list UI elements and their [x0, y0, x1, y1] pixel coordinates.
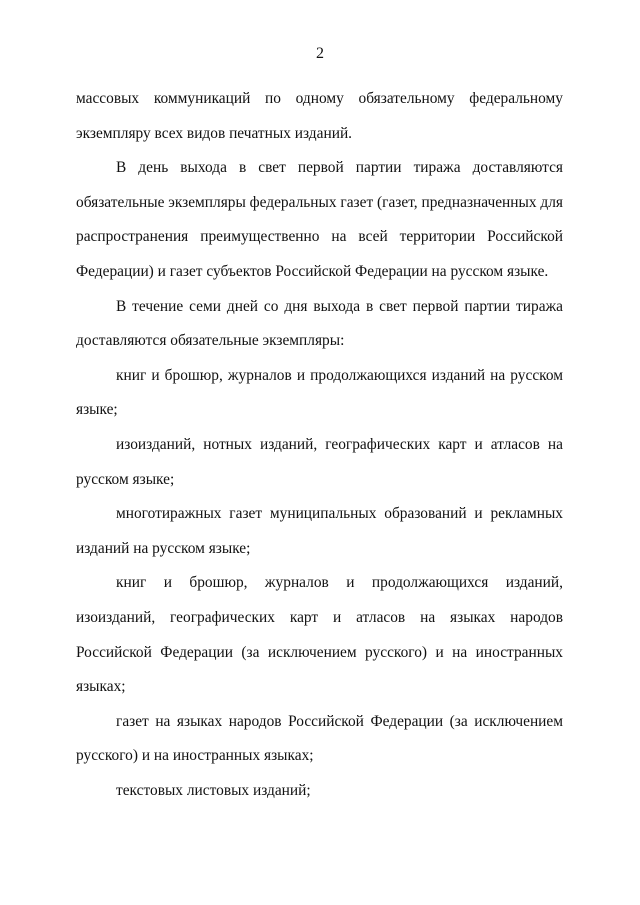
list-item-municipal-newspapers: многотиражных газет муниципальных образований и рекламных изданий на русском языке;: [76, 505, 563, 557]
paragraph-continuation: массовых коммуникаций по одному обязательному федеральному экземпляру всех видов печатных изданий.: [76, 90, 563, 142]
list-item-text-sheets: текстовых листовых изданий;: [116, 781, 311, 799]
list-item-books-russian: книг и брошюр, журналов и продолжающихся изданий на русском языке;: [76, 366, 563, 419]
page-number: 2: [316, 45, 324, 62]
list-item-izo-editions: изоизданий, нотных изданий, географических карт и атласов на русском языке;: [76, 435, 563, 488]
paragraph-seven-days: В течение семи дней со дня выхода в свет первой партии тиража доставляются обязательные экземпляры:: [76, 297, 563, 350]
list-item-books-other-languages: книг и брошюр, журналов и продолжающихся изданий, изоизданий, географических карт и атласов на языках народов Российской Федерации (за исключением русского) и на иностранных языках;: [76, 574, 563, 696]
paragraph-federal-newspapers: В день выхода в свет первой партии тиража доставляются обязательные экземпляры федеральных газет (газет, предназначенных для распространения преимущественно на всей территории Российской Федерации) и газет субъектов Российской Федерации на русском языке.: [76, 159, 563, 280]
document-body: [76, 82, 563, 808]
list-item-newspapers-other-languages: газет на языках народов Российской Федерации (за исключением русского) и на иностранных языках;: [76, 712, 563, 765]
